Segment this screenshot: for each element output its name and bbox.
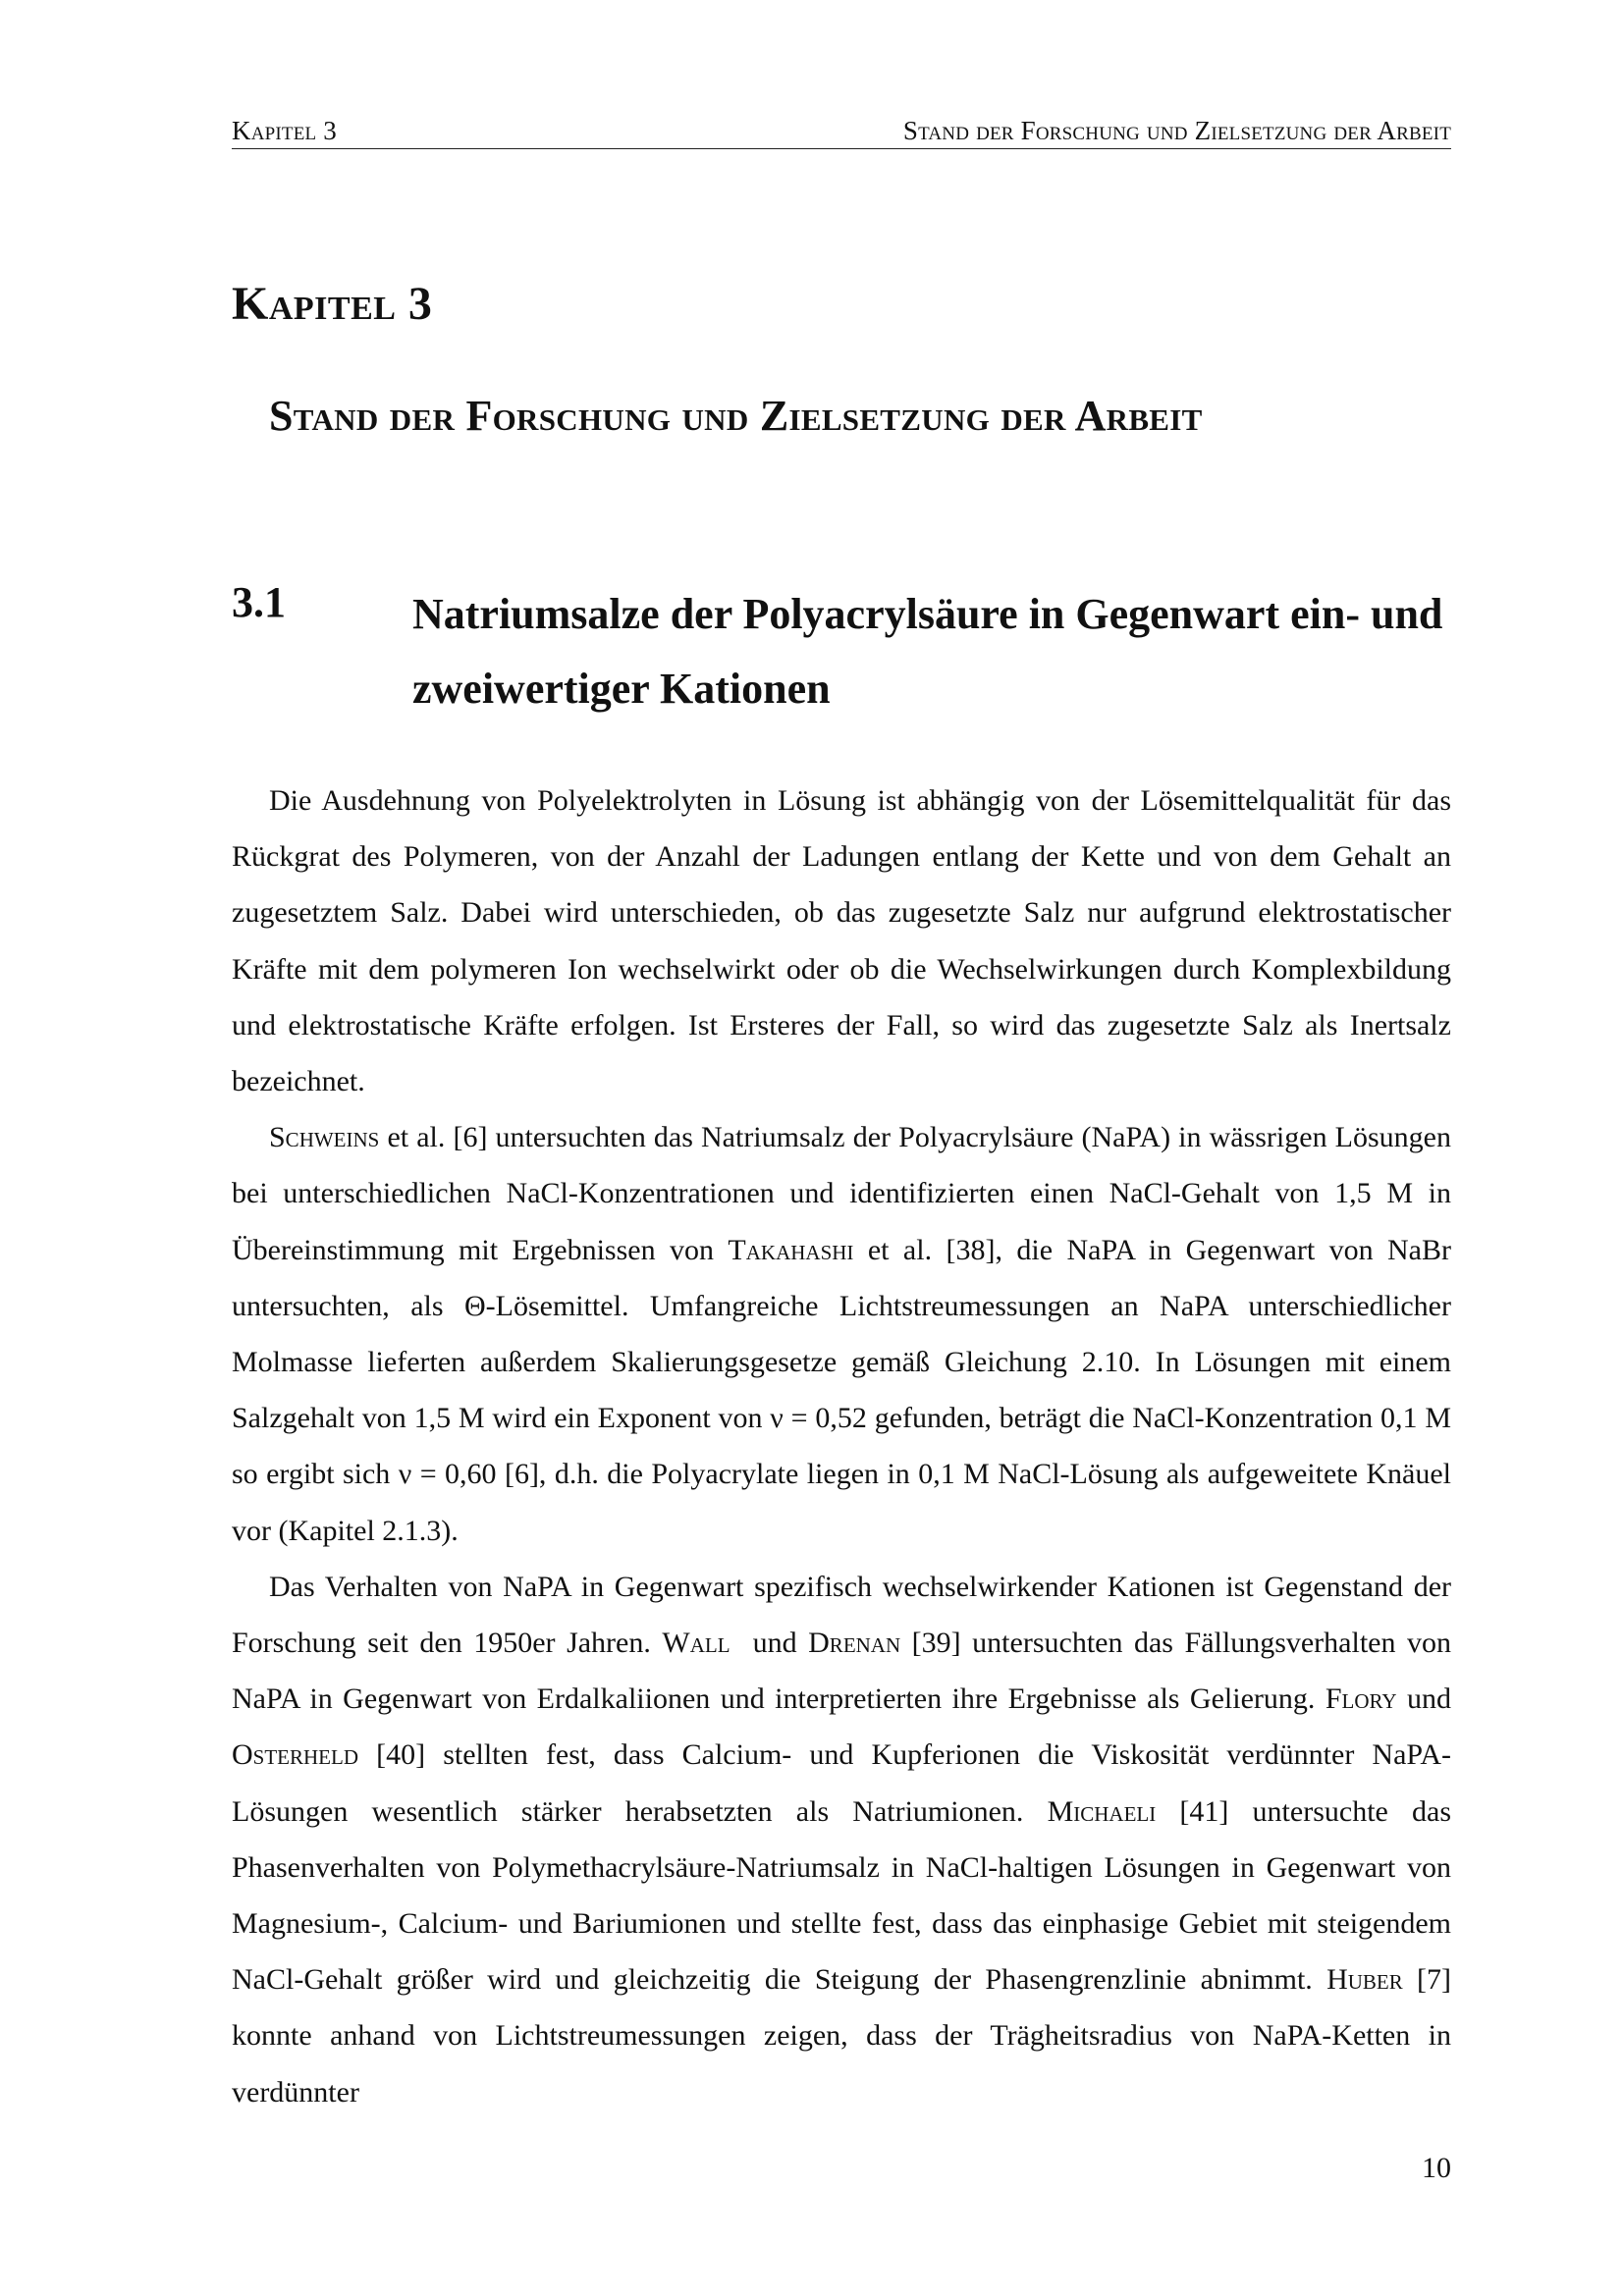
paragraph-3 [232,1559,1451,2120]
paragraph-3-text-f: [41] untersuchte das Phasenverhalten von Polymethacrylsäure-Natriumsalz in NaCl-haltigen Lösungen in Gegenwart von Magnesium-, Calcium- und Bariumionen und stellte fest, dass das einphasige Gebiet mit steigendem NaCl-Gehalt größer wird und gleichzeitig die Steigung der Phasengrenzlinie abnimmt. [232,1794,1451,1997]
author-huber: Huber [1326,1963,1403,1997]
author-drenan: Drenan [808,1627,901,1660]
author-wall: Wall [662,1627,730,1660]
chapter-heading: Kapitel 3 [232,278,433,330]
running-header-left: Kapitel 3 [232,116,337,145]
paragraph-3-text-c: [39] untersuchten das Fällungsverhalten von NaPA in Gegenwart von Erdalkaliionen und interpretierten ihre Ergebnisse als Gelierung. [232,1627,1451,1716]
running-header-right: Stand der Forschung und Zielsetzung der Arbeit [902,116,1451,145]
paragraph-3-text-g: [7] konnte anhand von Lichtstreumessungen zeigen, dass der Trägheitsradius von NaPA-Ketten in verdünnter [232,1963,1451,2109]
running-header [232,116,1451,149]
author-michaeli: Michaeli [1047,1794,1157,1828]
paragraph-3-text-b: und [730,1627,809,1660]
page-number: 10 [1422,2152,1451,2184]
paragraph-1-text: Die Ausdehnung von Polyelektrolyten in Lösung ist abhängig von der Lösemittelqualität für das Rückgrat des Polymeren, von der Anzahl der Ladungen entlang der Kette und von dem Gehalt an zugesetztem Salz. Dabei wird unterschieden, ob das zugesetzte Salz nur aufgrund elektrostatischer Kräfte mit dem polymeren Ion wechselwirkt oder ob die Wechselwirkungen durch Komplexbildung und elektrostatische Kräfte erfolgen. Ist Ersteres der Fall, so wird das zugesetzte Salz als Inertsalz bezeichnet. [232,784,1451,1098]
author-flory: Flory [1325,1682,1397,1716]
paragraph-1 [232,773,1451,1109]
author-osterheld: Osterheld [232,1738,358,1772]
paragraph-2-text-b: et al. [38], die NaPA in Gegenwart von NaBr untersuchten, als Θ-Lösemittel. Umfangreiche Lichtstreumessungen an NaPA unterschiedlicher Molmasse lieferten außerdem Skalierungsgesetze gemäß Gleichung 2.10. In Lösungen mit einem Salzgehalt von 1,5 M wird ein Exponent von ν = 0,52 gefunden, beträgt die NaCl-Konzentration 0,1 M so ergibt sich ν = 0,60 [6], d.h. die Polyacrylate liegen in 0,1 M NaCl-Lösung als aufgeweitete Knäuel vor (Kapitel 2.1.3). [232,1233,1451,1547]
paragraph-3-text-a: Das Verhalten von NaPA in Gegenwart spezifisch wechselwirkender Kationen ist Gegenstand der Forschung seit den 1950er Jahren. [232,1570,1451,1660]
paragraph-2 [232,1109,1451,1559]
paragraph-2-text-a: et al. [6] untersuchten das Natriumsalz der Polyacrylsäure (NaPA) in wässrigen Lösungen bei unterschiedlichen NaCl-Konzentrationen und identifizierten einen NaCl-Gehalt von 1,5 M in Übereinstimmung mit Ergebnissen von [232,1121,1451,1266]
section-title: Natriumsalze der Polyacrylsäure in Gegenwart ein- und zweiwertiger Kationen [412,590,1443,713]
paragraph-3-text-d: und [1396,1682,1451,1716]
author-schweins: Schweins [269,1121,380,1154]
body-text [232,773,1451,2120]
chapter-title: Stand der Forschung und Zielsetzung der Arbeit [269,392,1203,440]
paragraph-3-text-e: [40] stellten fest, dass Calcium- und Kupferionen die Viskosität verdünnter NaPA-Lösungen wesentlich stärker herabsetzten als Natriumionen. [232,1738,1451,1828]
author-takahashi: Takahashi [728,1233,854,1266]
section-number: 3.1 [232,578,286,626]
